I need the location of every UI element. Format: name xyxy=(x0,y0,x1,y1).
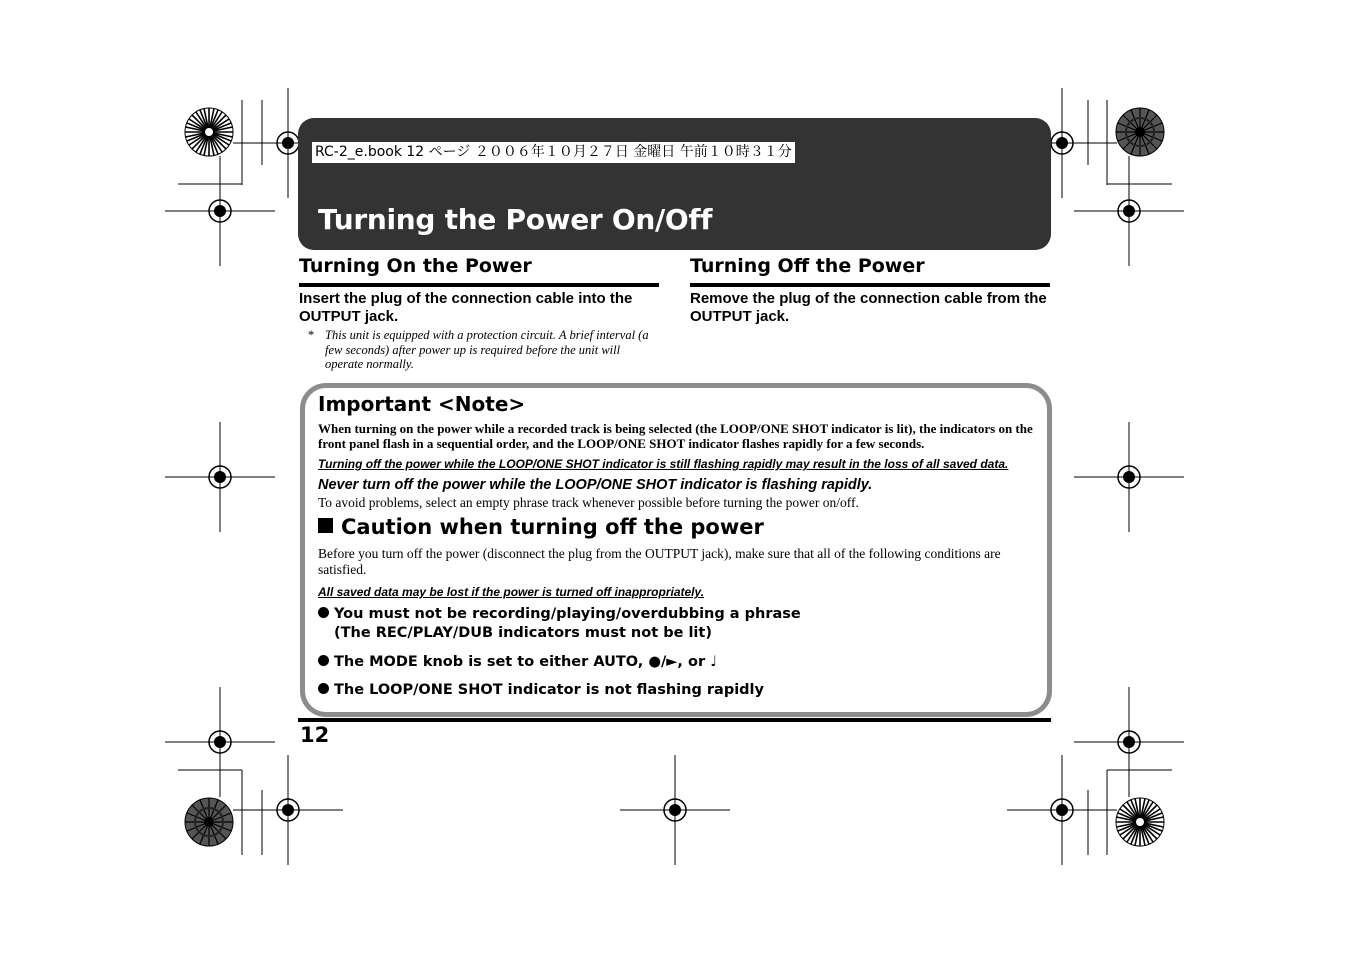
caution-intro: Before you turn off the power (disconnect the plug from the OUTPUT jack), make sure that all of the following conditions are satisfied. xyxy=(318,546,1001,577)
power-on-heading: Turning On the Power xyxy=(299,255,532,277)
caution-bullet xyxy=(318,653,717,672)
caution-title xyxy=(318,515,764,539)
footnote-mark: * xyxy=(308,328,315,342)
note-never: Never turn off the power while the LOOP/ONE SHOT indicator is flashing rapidly. xyxy=(318,477,873,493)
caution-title-text: Caution when turning off the power xyxy=(341,515,764,539)
note-warning: Turning off the power while the LOOP/ONE SHOT indicator is still flashing rapidly may result in the loss of all saved data. xyxy=(318,457,1009,471)
power-on-rule xyxy=(299,283,659,287)
caution-bullet xyxy=(318,605,801,643)
square-bullet-icon xyxy=(318,518,333,533)
note-avoid: To avoid problems, select an empty phrase track whenever possible before turning the power on/off. xyxy=(318,495,859,510)
bullet-dot-icon xyxy=(318,655,329,666)
bullet-text: You must not be recording/playing/overdubbing a phrase xyxy=(334,606,801,622)
page-number: 12 xyxy=(300,723,330,747)
note-body: When turning on the power while a recorded track is being selected (the LOOP/ONE SHOT indicator is lit), the indicators on the front panel flash in a sequential order, and the LOOP/ONE SHOT indicator flashes rapidly for a few seconds. xyxy=(318,421,1033,451)
power-off-heading: Turning Off the Power xyxy=(690,255,925,277)
bullet-dot-icon xyxy=(318,683,329,694)
power-on-instruction: Insert the plug of the connection cable into the OUTPUT jack. xyxy=(299,290,633,325)
bullet-text: The MODE knob is set to either AUTO, ●/►, or ♩ xyxy=(334,654,717,670)
note-title: Important <Note> xyxy=(318,392,526,416)
bullet-text: The LOOP/ONE SHOT indicator is not flashing rapidly xyxy=(334,682,764,698)
caution-warning: All saved data may be lost if the power is turned off inappropriately. xyxy=(318,585,705,599)
file-stamp: RC-2_e.book 12 ページ ２００６年１０月２７日 金曜日 午前１０時３１分 xyxy=(312,142,795,163)
power-on-footnote xyxy=(308,328,660,372)
power-off-instruction: Remove the plug of the connection cable from the OUTPUT jack. xyxy=(690,290,1047,325)
bullet-dot-icon xyxy=(318,607,329,618)
page-title: Turning the Power On/Off xyxy=(318,203,713,236)
bullet-subtext: (The REC/PLAY/DUB indicators must not be lit) xyxy=(334,625,712,641)
footnote-text: This unit is equipped with a protection circuit. A brief interval (a few seconds) after power up is required before the unit will operate normally. xyxy=(325,328,649,371)
power-off-rule xyxy=(690,283,1050,287)
footer-rule xyxy=(298,718,1051,722)
caution-bullet xyxy=(318,681,764,700)
